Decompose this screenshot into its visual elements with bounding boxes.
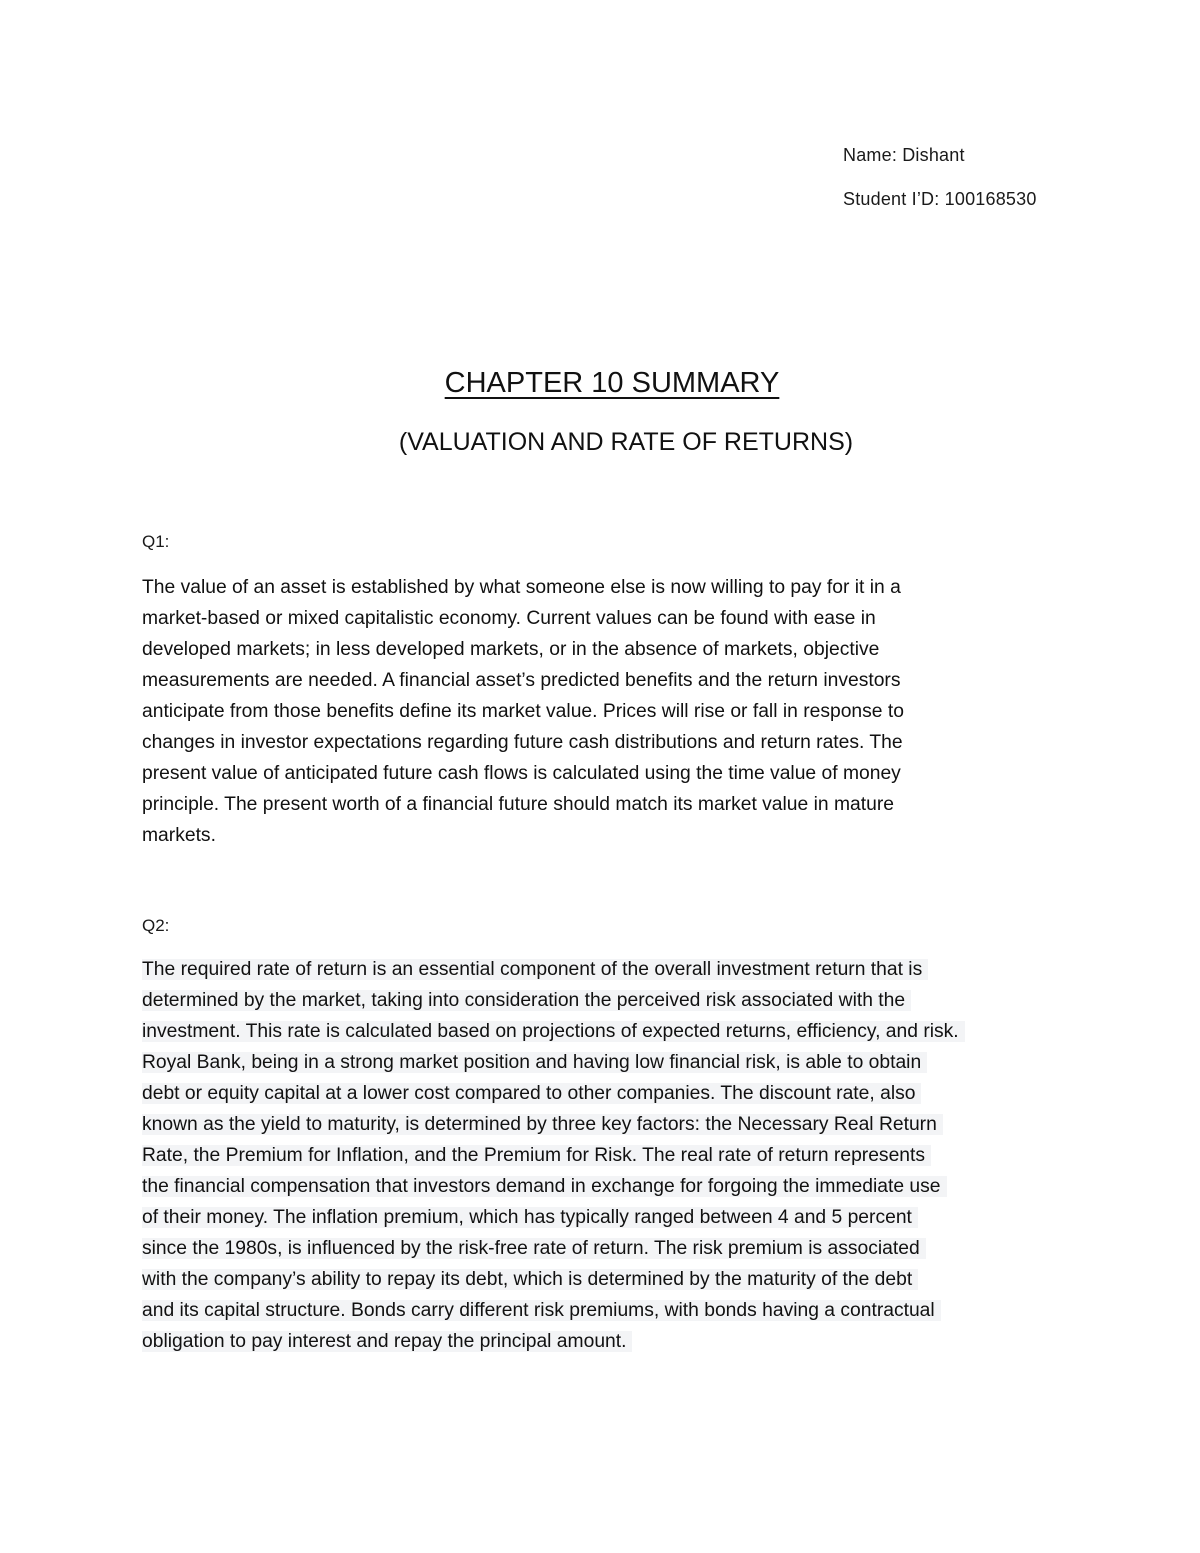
q2-line: Rate, the Premium for Inflation, and the Premium for Risk. The real rate of return represents — [142, 1145, 931, 1166]
q2-line: of their money. The inflation premium, which has typically ranged between 4 and 5 percent — [142, 1207, 918, 1228]
document-subtitle: (VALUATION AND RATE OF RETURNS) — [398, 428, 854, 456]
q1-line: market-based or mixed capitalistic economy. Current values can be found with ease in — [142, 608, 876, 629]
q1-line: The value of an asset is established by what someone else is now willing to pay for it in a — [142, 577, 901, 598]
q1-line: anticipate from those benefits define its market value. Prices will rise or fall in response to — [142, 701, 904, 722]
q1-label: Q1: — [142, 532, 170, 551]
q1-line: changes in investor expectations regarding future cash distributions and return rates. The — [142, 732, 903, 753]
q2-paragraph — [142, 954, 965, 1357]
document-title: CHAPTER 10 SUMMARY — [444, 367, 780, 399]
q2-line: investment. This rate is calculated based on projections of expected returns, efficiency, and risk. — [142, 1021, 965, 1042]
q2-line: and its capital structure. Bonds carry different risk premiums, with bonds having a contractual — [142, 1300, 941, 1321]
q1-line: markets. — [142, 825, 216, 846]
q2-label: Q2: — [142, 916, 170, 935]
q2-line: the financial compensation that investors demand in exchange for forgoing the immediate use — [142, 1176, 947, 1197]
q2-line: since the 1980s, is influenced by the risk-free rate of return. The risk premium is associated — [142, 1238, 926, 1259]
q2-line: debt or equity capital at a lower cost compared to other companies. The discount rate, also — [142, 1083, 921, 1104]
student-id: Student I’D: 100168530 — [843, 189, 1037, 209]
q2-line: The required rate of return is an essential component of the overall investment return that is — [142, 959, 928, 980]
q2-line: with the company’s ability to repay its debt, which is determined by the maturity of the debt — [142, 1269, 918, 1290]
q1-line: principle. The present worth of a financial future should match its market value in mature — [142, 794, 894, 815]
q2-line: obligation to pay interest and repay the principal amount. — [142, 1331, 632, 1352]
q1-paragraph — [142, 572, 904, 851]
q1-line: present value of anticipated future cash flows is calculated using the time value of money — [142, 763, 901, 784]
q1-line: developed markets; in less developed markets, or in the absence of markets, objective — [142, 639, 880, 660]
q1-line: measurements are needed. A financial asset’s predicted benefits and the return investors — [142, 670, 901, 691]
student-name: Name: Dishant — [843, 145, 965, 165]
q2-line: known as the yield to maturity, is determined by three key factors: the Necessary Real Return — [142, 1114, 943, 1135]
q2-line: determined by the market, taking into consideration the perceived risk associated with the — [142, 990, 911, 1011]
q2-line: Royal Bank, being in a strong market position and having low financial risk, is able to obtain — [142, 1052, 927, 1073]
